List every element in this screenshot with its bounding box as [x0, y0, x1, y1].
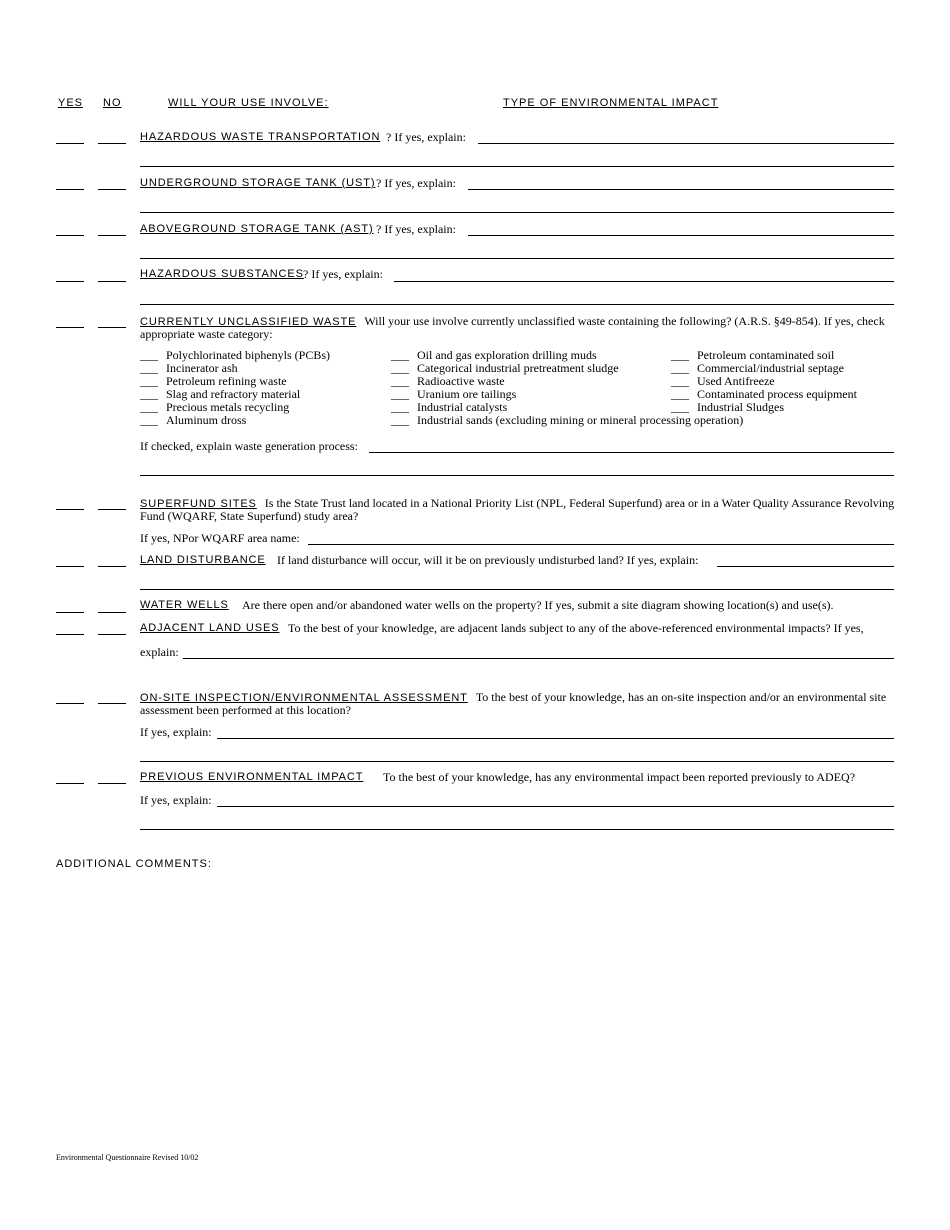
ast-explain-line-2[interactable] — [140, 258, 894, 259]
onsite-explain-line[interactable] — [217, 738, 894, 739]
previous-explain-line[interactable] — [217, 806, 894, 807]
ust-no-field[interactable] — [98, 189, 126, 190]
waste-category-item[interactable]: ___ Uranium ore tailings — [391, 387, 517, 401]
superfund-question — [140, 497, 900, 522]
adjacent-no-field[interactable] — [98, 634, 126, 635]
water-wells-yes-field[interactable] — [56, 612, 84, 613]
waste-category-item[interactable]: ___ Industrial sands (excluding mining or mineral processing operation) — [391, 413, 744, 427]
land-disturbance-title: LAND DISTURBANCE — [140, 554, 266, 566]
ast-no-field[interactable] — [98, 235, 126, 236]
haz-transport-no-field[interactable] — [98, 143, 126, 144]
onsite-yes-field[interactable] — [56, 703, 84, 704]
waste-category-item[interactable]: ___ Precious metals recycling — [140, 400, 290, 414]
superfund-yes-field[interactable] — [56, 509, 84, 510]
previous-title: PREVIOUS ENVIRONMENTAL IMPACT — [140, 771, 364, 783]
unclassified-text: Will your use involve currently unclassified waste containing the following? (A.R.S. §49-854). If yes, check appropriate waste category: — [140, 314, 885, 341]
haz-transport-title: HAZARDOUS WASTE TRANSPORTATION — [140, 131, 381, 143]
haz-substances-title: HAZARDOUS SUBSTANCES — [140, 268, 304, 280]
waste-category-column-3 — [671, 349, 857, 414]
ast-title: ABOVEGROUND STORAGE TANK (AST) — [140, 223, 374, 235]
land-disturbance-text: If land disturbance will occur, will it be on previously undisturbed land? If yes, explain: — [277, 553, 699, 567]
land-disturbance-no-field[interactable] — [98, 566, 126, 567]
unclassified-explain-line-2[interactable] — [140, 475, 894, 476]
superfund-no-field[interactable] — [98, 509, 126, 510]
onsite-explain-line-2[interactable] — [140, 761, 894, 762]
adjacent-yes-field[interactable] — [56, 634, 84, 635]
adjacent-title: ADJACENT LAND USES — [140, 622, 280, 634]
additional-comments-label: ADDITIONAL COMMENTS: — [56, 858, 212, 870]
haz-transport-prompt: ? If yes, explain: — [386, 130, 466, 144]
impact-type-header: TYPE OF ENVIRONMENTAL IMPACT — [503, 97, 719, 109]
adjacent-explain-prompt: explain: — [140, 645, 179, 659]
land-disturbance-yes-field[interactable] — [56, 566, 84, 567]
form-footer: Environmental Questionnaire Revised 10/02 — [56, 1153, 199, 1162]
previous-explain-line-2[interactable] — [140, 829, 894, 830]
onsite-text: To the best of your knowledge, has an on-site inspection and/or an environmental site assessment been performed at this location? — [140, 690, 887, 717]
ust-yes-field[interactable] — [56, 189, 84, 190]
water-wells-text: Are there open and/or abandoned water wells on the property? If yes, submit a site diagram showing location(s) and use(s). — [242, 598, 834, 612]
ast-yes-field[interactable] — [56, 235, 84, 236]
waste-category-item[interactable]: ___ Petroleum refining waste — [140, 374, 287, 388]
waste-category-item[interactable]: ___ Incinerator ash — [140, 361, 238, 375]
previous-no-field[interactable] — [98, 783, 126, 784]
haz-transport-yes-field[interactable] — [56, 143, 84, 144]
adjacent-text: To the best of your knowledge, are adjacent lands subject to any of the above-referenced environmental impacts? If yes, — [288, 621, 864, 635]
superfund-area-prompt: If yes, NPor WQARF area name: — [140, 531, 300, 545]
haz-transport-explain-line[interactable] — [478, 143, 894, 144]
waste-category-item[interactable]: ___ Oil and gas exploration drilling muds — [391, 348, 597, 362]
ust-prompt: ? If yes, explain: — [376, 176, 456, 190]
onsite-no-field[interactable] — [98, 703, 126, 704]
onsite-title: ON-SITE INSPECTION/ENVIRONMENTAL ASSESSMENT — [140, 692, 468, 704]
waste-category-item[interactable]: ___ Slag and refractory material — [140, 387, 301, 401]
ust-title: UNDERGROUND STORAGE TANK (UST) — [140, 177, 376, 189]
waste-category-item[interactable]: ___ Categorical industrial pretreatment sludge — [391, 361, 619, 375]
superfund-area-name-line[interactable] — [308, 544, 894, 545]
no-column-header: NO — [103, 97, 122, 109]
haz-substances-prompt: ? If yes, explain: — [303, 267, 383, 281]
unclassified-question — [140, 315, 900, 340]
unclassified-explain-prompt: If checked, explain waste generation process: — [140, 439, 358, 453]
haz-substances-yes-field[interactable] — [56, 281, 84, 282]
waste-category-item[interactable]: ___ Aluminum dross — [140, 413, 247, 427]
haz-substances-no-field[interactable] — [98, 281, 126, 282]
unclassified-no-field[interactable] — [98, 327, 126, 328]
waste-category-item[interactable]: ___ Polychlorinated biphenyls (PCBs) — [140, 348, 330, 362]
unclassified-yes-field[interactable] — [56, 327, 84, 328]
waste-category-item[interactable]: ___ Petroleum contaminated soil — [671, 348, 835, 362]
waste-category-item[interactable]: ___ Industrial catalysts — [391, 400, 508, 414]
waste-category-item[interactable]: ___ Radioactive waste — [391, 374, 505, 388]
ust-explain-line[interactable] — [468, 189, 894, 190]
haz-substances-explain-line-2[interactable] — [140, 304, 894, 305]
superfund-title: SUPERFUND SITES — [140, 498, 257, 510]
will-involve-header: WILL YOUR USE INVOLVE: — [168, 97, 329, 109]
onsite-explain-prompt: If yes, explain: — [140, 725, 212, 739]
water-wells-no-field[interactable] — [98, 612, 126, 613]
land-disturbance-explain-line-2[interactable] — [140, 589, 894, 590]
previous-yes-field[interactable] — [56, 783, 84, 784]
yes-column-header: YES — [58, 97, 84, 109]
ust-explain-line-2[interactable] — [140, 212, 894, 213]
waste-category-column-1 — [140, 349, 330, 427]
land-disturbance-explain-line[interactable] — [717, 566, 894, 567]
previous-text: To the best of your knowledge, has any environmental impact been reported previously to ADEQ? — [383, 770, 856, 784]
adjacent-explain-line[interactable] — [183, 658, 894, 659]
haz-substances-explain-line[interactable] — [394, 281, 894, 282]
ast-explain-line[interactable] — [468, 235, 894, 236]
ast-prompt: ? If yes, explain: — [376, 222, 456, 236]
waste-category-item[interactable]: ___ Commercial/industrial septage — [671, 361, 844, 375]
waste-category-item[interactable]: ___ Contaminated process equipment — [671, 387, 857, 401]
waste-category-item[interactable]: ___ Used Antifreeze — [671, 374, 775, 388]
unclassified-explain-line[interactable] — [369, 452, 894, 453]
water-wells-title: WATER WELLS — [140, 599, 229, 611]
unclassified-title: CURRENTLY UNCLASSIFIED WASTE — [140, 316, 357, 328]
haz-transport-explain-line-2[interactable] — [140, 166, 894, 167]
previous-explain-prompt: If yes, explain: — [140, 793, 212, 807]
waste-category-item[interactable]: ___ Industrial Sludges — [671, 400, 784, 414]
onsite-question — [140, 691, 900, 716]
superfund-text: Is the State Trust land located in a National Priority List (NPL, Federal Superfund) area or in a Water Quality Assurance Revolving Fund (WQARF, State Superfund) study area? — [140, 496, 895, 523]
